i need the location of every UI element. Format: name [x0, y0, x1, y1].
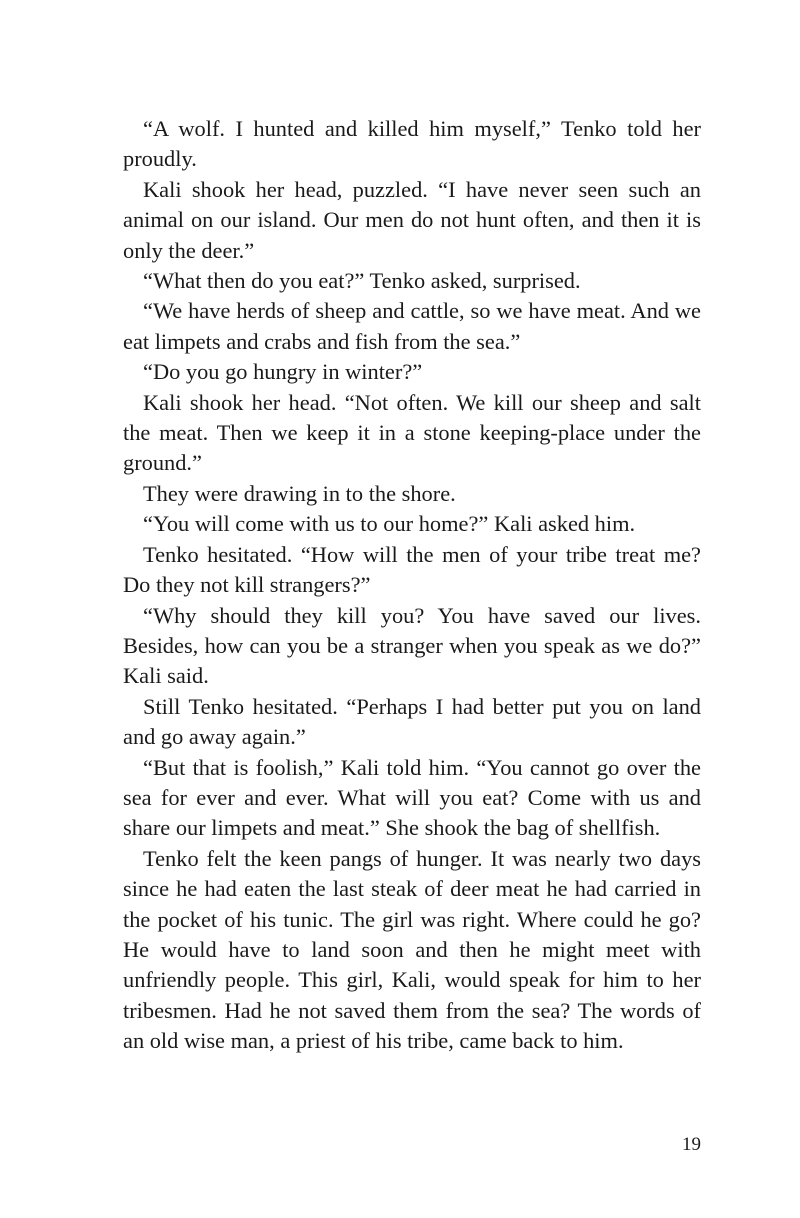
paragraph-4: “We have herds of sheep and cattle, so we have meat. And we eat limpets and crabs and fish from the sea.” [123, 298, 701, 354]
paragraph-1: “A wolf. I hunted and killed him myself,” Tenko told her proudly. [123, 116, 701, 172]
paragraph-5: “Do you go hungry in winter?” [143, 359, 423, 385]
paragraph-12: “But that is foolish,” Kali told him. “You cannot go over the sea for ever and ever. What will you eat? Come with us and share our limpets and meat.” She shook the bag of shellfish. [123, 754, 701, 841]
page-body [123, 114, 701, 1057]
page-number: 19 [682, 1134, 701, 1155]
paragraph-6: Kali shook her head. “Not often. We kill our sheep and salt the meat. Then we keep it in a stone keeping-place under the ground.” [123, 389, 701, 476]
paragraph-8: “You will come with us to our home?” Kali asked him. [143, 511, 636, 537]
paragraph-9: Tenko hesitated. “How will the men of your tribe treat me? Do they not kill strangers?” [123, 541, 701, 598]
paragraph-3: “What then do you eat?” Tenko asked, surprised. [143, 268, 581, 294]
paragraph-7: They were drawing in to the shore. [143, 480, 456, 506]
paragraph-11: Still Tenko hesitated. “Perhaps I had better put you on land and go away again.” [123, 693, 701, 750]
paragraph-10: “Why should they kill you? You have saved our lives. Besides, how can you be a stranger when you speak as we do?” Kali said. [123, 602, 701, 689]
paragraph-13: Tenko felt the keen pangs of hunger. It was nearly two days since he had eaten the last steak of deer meat he had carried in the pocket of his tunic. The girl was right. Where could he go? He would have to land soon and then he might meet with unfriendly people. This girl, Kali, would speak for him to her tribesmen. Had he not saved them from the sea? The words of an old wise man, a priest of his tribe, came back to him. [123, 845, 701, 1054]
paragraph-2: Kali shook her head, puzzled. “I have never seen such an animal on our island. Our men do not hunt often, and then it is only the deer.” [123, 176, 701, 263]
